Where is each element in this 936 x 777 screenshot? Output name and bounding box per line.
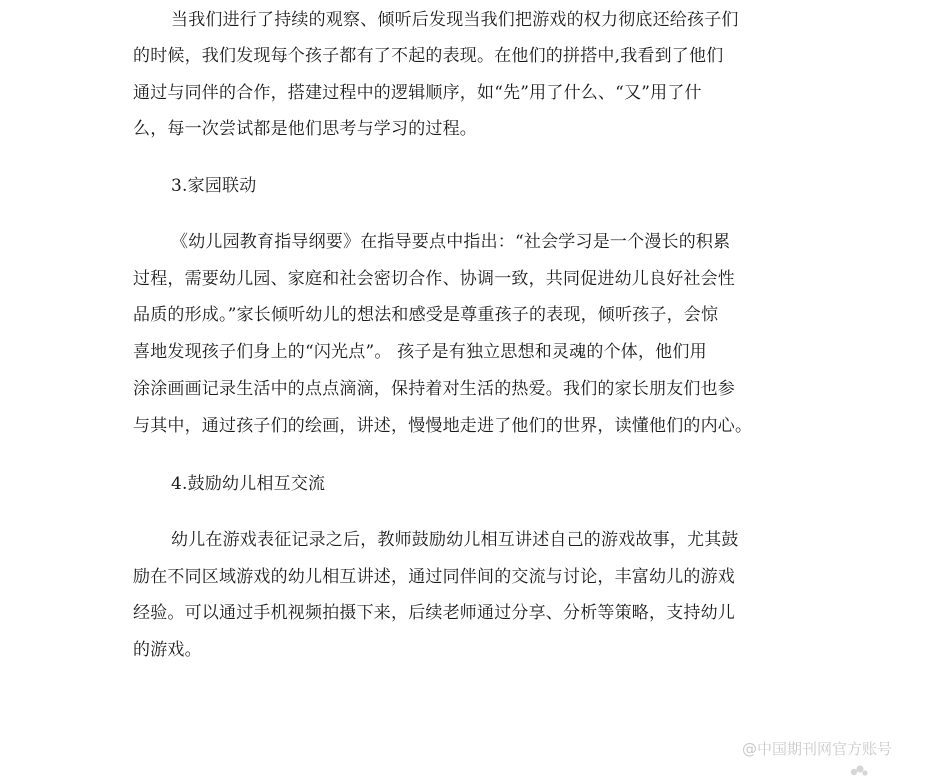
paragraph-3-line-4: 的游戏。: [133, 640, 202, 660]
paragraph-2-line-3: 品质的形成。”家长倾听幼儿的想法和感受是尊重孩子的表现，倾听孩子，会惊: [133, 305, 719, 325]
paragraph-3-line-2: 励在不同区域游戏的幼儿相互讲述，通过同伴间的交流与讨论，丰富幼儿的游戏: [133, 567, 735, 587]
paragraph-1-line-2: 的时候，我们发现每个孩子都有了不起的表现。在他们的拼搭中,我看到了他们: [133, 46, 724, 66]
paragraph-1-line-4: 么，每一次尝试都是他们思考与学习的过程。: [133, 119, 477, 139]
watermark-text: @中国期刊网官方账号: [741, 740, 892, 758]
section-heading-3: 3.家园联动: [171, 176, 257, 196]
paragraph-2-line-6: 与其中，通过孩子们的绘画，讲述，慢慢地走进了他们的世界，读懂他们的内心。: [133, 416, 753, 436]
paragraph-3-line-3: 经验。可以通过手机视频拍摄下来，后续老师通过分享、分析等策略，支持幼儿: [133, 603, 735, 623]
paragraph-2-line-5: 涂涂画画记录生活中的点点滴滴，保持着对生活的热爱。我们的家长朋友们也参: [133, 379, 735, 399]
paragraph-1-line-1: 当我们进行了持续的观察、倾听后发现当我们把游戏的权力彻底还给孩子们: [171, 10, 739, 30]
section-heading-4: 4.鼓励幼儿相互交流: [171, 474, 326, 494]
paragraph-2-line-4: 喜地发现孩子们身上的“闪光点”。 孩子是有独立思想和灵魂的个体，他们用: [133, 342, 707, 362]
watermark-logo-icon: [848, 763, 870, 777]
paragraph-3-line-1: 幼儿在游戏表征记录之后，教师鼓励幼儿相互讲述自己的游戏故事，尤其鼓: [171, 530, 739, 550]
paragraph-1-line-3: 通过与同伴的合作，搭建过程中的逻辑顺序，如“先”用了什么、“又”用了什: [133, 83, 702, 103]
paragraph-2-line-1: 《幼儿园教育指导纲要》在指导要点中指出：“社会学习是一个漫长的积累: [171, 232, 731, 252]
paragraph-2-line-2: 过程，需要幼儿园、家庭和社会密切合作、协调一致，共同促进幼儿良好社会性: [133, 269, 735, 289]
